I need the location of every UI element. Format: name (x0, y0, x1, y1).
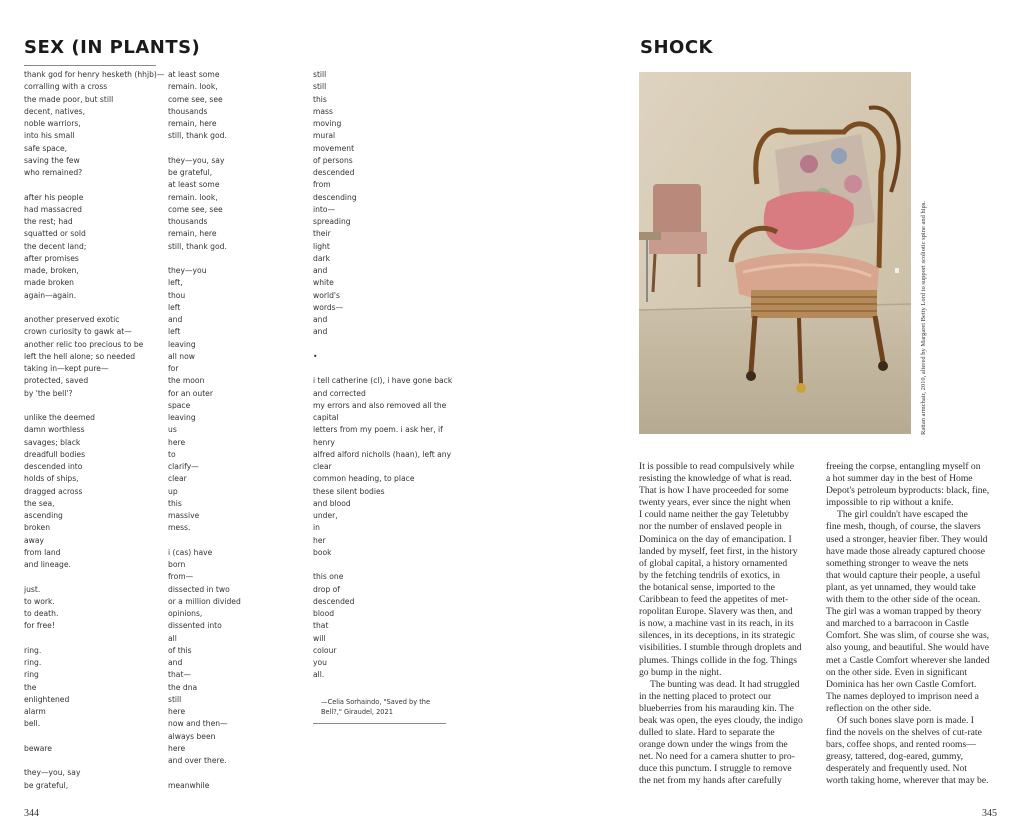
poem-line: dissected in two (168, 584, 230, 594)
poem-line: ring (24, 670, 39, 680)
poem-line: these silent bodies (313, 486, 385, 496)
poem-line: in (313, 523, 320, 533)
poem-line: descended (313, 168, 355, 177)
poem-line: and lineage. (24, 560, 71, 569)
poem-line: left the hell alone; so needed (24, 351, 136, 361)
poem-line: and over there. (168, 756, 227, 765)
poem-line: this one (313, 572, 344, 582)
poem-line (24, 571, 164, 583)
poem-line: my errors and also removed all the (313, 400, 447, 410)
poem-line: that (313, 621, 329, 631)
prose-line: visibilities. I stumble through droplets and (639, 642, 802, 654)
poem-line: beware (24, 743, 52, 753)
poem-line: remain, here (168, 119, 217, 128)
poem-line: clarify— (168, 462, 199, 471)
poem-line: their (313, 229, 331, 239)
poem-line: moving (313, 119, 342, 128)
poem-line: mural (313, 131, 336, 141)
photo-caption: Rattan armchair, 2010, altered by Margaret Betty Lord to support scoliotic spine and hips. (920, 201, 927, 435)
prose-line: dulled to slate. Hard to separate the (639, 727, 775, 739)
prose-line: bars, coffee shops, and rented rooms— (826, 739, 976, 751)
poem-line (313, 559, 452, 571)
prose-line: The girl couldn't have escaped the (837, 509, 968, 521)
prose-line: That is how I have proceeded for some (639, 485, 789, 497)
poem-line: letters from my poem. i ask her, if (313, 425, 443, 435)
poem-line: who remained? (24, 168, 83, 177)
poem-line: remain, here (168, 229, 217, 239)
poem-line: meanwhile (168, 780, 210, 790)
poem-line: leaving (168, 339, 196, 349)
poem-line: remain. look, (168, 192, 218, 202)
prose-line: nor the number of enslaved people in (639, 521, 782, 533)
prose-line: twenty years, ever since the night when (639, 497, 791, 509)
poem-line (24, 731, 164, 743)
poem-line: again—again. (24, 290, 77, 300)
poem-line: dragged across (24, 486, 83, 496)
poem-line: world's (313, 290, 340, 300)
page-number-left: 344 (24, 808, 39, 819)
prose-line: with them to the other side of the ocean. (826, 594, 981, 606)
poem-line: leaving (168, 413, 196, 422)
poem-line: here (168, 743, 186, 753)
poem-line: you (313, 658, 327, 667)
prose-line: find the novels on the shelves of cut-rate (826, 727, 982, 739)
poem-line: come see, see (168, 94, 223, 104)
poem-line: for free! (24, 621, 55, 631)
poem-line: made, broken, (24, 266, 79, 275)
poem-line: ascending (24, 511, 63, 520)
poem-line: and (168, 315, 183, 324)
poem-line: still, thank god. (168, 241, 227, 251)
poem-line: all (168, 633, 177, 643)
prose-line: net. No need for a camera shutter to pro- (639, 751, 795, 763)
poem-column-3 (313, 69, 452, 682)
poem-line: still (313, 70, 327, 79)
poem-line: descended (313, 596, 355, 606)
poem-line: descending (313, 192, 357, 202)
poem-line: here (168, 437, 186, 447)
prose-line: desperately and frequently used. Not (826, 763, 967, 775)
essay-column-2 (826, 461, 990, 788)
poem-line: the made poor, but still (24, 94, 114, 104)
poem-line (24, 633, 164, 645)
prose-line: The names deployed to imprison need a (826, 690, 979, 702)
poem-line: mess. (168, 523, 191, 533)
poem-line: into— (313, 204, 336, 214)
prose-line: on the other side. Even in significant (826, 666, 967, 678)
citation-rule (313, 723, 446, 724)
prose-line: worth taking home, wherever that may be. (826, 775, 989, 787)
poem-line: now and then— (168, 719, 228, 729)
poem-line: this (168, 498, 182, 508)
poem-line: they—you (168, 266, 207, 275)
prose-line: landed by myself, feet first, in the history (639, 545, 798, 557)
title-rule (24, 65, 156, 66)
prose-line: Caribbean to feed the appetites of met- (639, 594, 789, 606)
poem-line: dark (313, 253, 330, 263)
poem-line: still (168, 694, 182, 704)
poem-line: white (313, 278, 334, 288)
prose-line: I could name neither the gay Teletubby (639, 509, 789, 521)
prose-line: met a Castle Comfort wherever she landed (826, 654, 990, 666)
poem-line: still, thank god. (168, 131, 227, 141)
poem-line: colour (313, 645, 337, 655)
poem-line: or a million divided (168, 596, 241, 606)
poem-line: blood (313, 609, 335, 618)
poem-line: enlightened (24, 694, 70, 704)
poem-line (24, 179, 164, 191)
prose-line: The girl was a woman trapped by theory (826, 606, 982, 618)
poem-line: capital (313, 413, 339, 422)
prose-line: the botanical sense, imported to the (639, 581, 775, 593)
poem-line: another preserved exotic (24, 315, 120, 324)
poem-line: for an outer (168, 388, 213, 398)
poem-line: from— (168, 572, 194, 582)
poem-line: be grateful, (24, 780, 69, 790)
prose-line: have made those already captured choose (826, 545, 986, 557)
poem-line (24, 400, 164, 412)
poem-line: for (168, 364, 179, 373)
citation (321, 697, 430, 717)
poem-line: the decent land; (24, 241, 87, 251)
poem-line: at least some (168, 180, 220, 190)
poem-line: from (313, 180, 331, 190)
poem-line: ring. (24, 658, 42, 667)
poem-line: clear (313, 462, 332, 471)
poem-line (313, 339, 452, 351)
poem-line: opinions, (168, 609, 203, 618)
poem-line: come see, see (168, 204, 223, 214)
poem-line: alfred alford nicholls (haan), left any (313, 449, 452, 459)
poem-line: savages; black (24, 437, 81, 447)
poem-line: remain. look, (168, 82, 218, 92)
poem-line: dissented into (168, 621, 222, 631)
prose-line: impossible to rip without a knife. (826, 497, 954, 509)
prose-line: The bunting was dead. It had struggled (650, 678, 800, 690)
poem-line: book (313, 547, 332, 557)
prose-line: a hot summer day in the best of Home (826, 473, 973, 485)
prose-line: is now, a machine vast in its reach, in its (639, 618, 794, 630)
rattan-armchair-photo (639, 72, 911, 434)
poem-line: massive (168, 511, 200, 520)
poem-line (24, 755, 164, 767)
prose-line: of global capital, a history ornamented (639, 557, 788, 569)
prose-line: something stronger to weave the nets (826, 557, 969, 569)
prose-line: the net from my hands after carefully (639, 775, 782, 787)
poem-line: words— (313, 302, 344, 312)
poem-line (168, 253, 241, 265)
poem-line: to work. (24, 596, 55, 606)
poem-line: noble warriors, (24, 119, 81, 128)
prose-line: ropolitan Europe. Slavery was then, and (639, 606, 793, 618)
poem-line: saving the few (24, 155, 80, 165)
poem-line: to death. (24, 609, 59, 618)
poem-line: movement (313, 143, 355, 153)
poem-line: and (168, 658, 183, 667)
poem-line: • (313, 351, 318, 361)
poem-line: left, (168, 278, 183, 288)
poem-line: the (24, 682, 37, 692)
poem-line: common heading, to place (313, 474, 415, 484)
poem-line: the moon (168, 376, 205, 386)
poem-column-1 (24, 69, 164, 792)
poem-line: away (24, 535, 45, 545)
poem-line: left (168, 302, 181, 312)
prose-line: Depot's petroleum byproducts: black, fine, (826, 485, 990, 497)
poem-line: had massacred (24, 204, 82, 214)
prose-line: beak was open, the eyes cloudy, the indigo (639, 714, 803, 726)
prose-line: also young, and beautiful. She would have (826, 642, 990, 654)
poem-line: space (168, 400, 191, 410)
essay-title: SHOCK (640, 37, 713, 58)
poem-line: drop of (313, 584, 340, 594)
poem-line: i (cas) have (168, 547, 213, 557)
prose-line: orange down under the wings from the (639, 739, 788, 751)
prose-line: blueberries from his marauding kin. The (639, 702, 794, 714)
poem-line: up (168, 486, 178, 496)
poem-line: crown curiosity to gawk at— (24, 327, 132, 337)
essay-column-1 (639, 461, 803, 788)
poem-line: of this (168, 645, 192, 655)
poem-line: this (313, 94, 327, 104)
prose-line: resisting the knowledge of what is read. (639, 473, 792, 485)
poem-line: the sea, (24, 498, 55, 508)
poem-line: and corrected (313, 388, 366, 398)
poem-column-2 (168, 69, 241, 792)
poem-line: after promises (24, 253, 79, 263)
poem-line: made broken (24, 278, 74, 288)
poem-line: all now (168, 351, 195, 361)
poem-line: i tell catherine (cl), i have gone back (313, 376, 453, 386)
poem-line: of persons (313, 155, 353, 165)
poem-line: holds of ships, (24, 474, 79, 484)
poem-line: and (313, 315, 328, 324)
prose-line: It is possible to read compulsively while (639, 461, 795, 472)
prose-line: Comfort. She was slim, of course she was, (826, 630, 990, 642)
poem-line: bell. (24, 719, 41, 729)
poem-line (168, 767, 241, 779)
poem-line: corralling with a cross (24, 82, 108, 92)
prose-line: Dominica has her own Castle Comfort. (826, 678, 977, 690)
poem-line: ring. (24, 645, 42, 655)
prose-line: freeing the corpse, entangling myself on (826, 461, 981, 472)
poem-line: after his people (24, 192, 84, 202)
poem-line: all. (313, 670, 325, 680)
poem-line: at least some (168, 70, 220, 79)
poem-line: thank god for henry hesketh (hhjb)— (24, 70, 165, 79)
poem-line: alarm (24, 707, 46, 716)
poem-line: into his small (24, 131, 75, 141)
prose-line: duce this punctum. I struggle to remove (639, 763, 792, 775)
citation-line: Bell?," Giraudel, 2021 (321, 708, 393, 716)
poem-line: her (313, 535, 326, 545)
poem-line: that— (168, 670, 192, 680)
poem-line (168, 143, 241, 155)
poem-line: mass (313, 106, 333, 116)
poem-line: clear (168, 474, 187, 484)
poem-line: will (313, 633, 326, 643)
prose-line: plant, as yet unnamed, they would take (826, 581, 976, 593)
poem-line: to (168, 449, 176, 459)
prose-line: reflection on the other side. (826, 702, 932, 714)
poem-line: thou (168, 290, 186, 300)
poem-line: they—you, say (24, 768, 81, 778)
poem-line: born (168, 560, 186, 569)
poem-line: the dna (168, 682, 198, 692)
poem-line: another relic too precious to be (24, 339, 144, 349)
prose-line: by the fetching tendrils of exotics, in (639, 569, 780, 581)
prose-line: in the netting placed to protect our (639, 690, 772, 702)
prose-line: that would capture their people, a useful (826, 569, 981, 581)
poem-line: squatted or sold (24, 229, 86, 239)
poem-line: descended into (24, 462, 83, 471)
armchair-illustration (639, 72, 911, 434)
prose-line: plumes. Things collide in the fog. Things (639, 654, 797, 666)
poem-line: damn worthless (24, 425, 85, 435)
poem-line: and blood (313, 498, 351, 508)
prose-line: greasy, tattered, dog-eared, gummy, (826, 751, 964, 763)
poem-line (313, 363, 452, 375)
poem-line: and (313, 266, 328, 275)
prose-line: go bump in the night. (639, 666, 722, 678)
poem-line: still (313, 82, 327, 92)
poem-line: by 'the bell'? (24, 388, 73, 398)
poem-line: unlike the deemed (24, 413, 95, 422)
poem-line: the rest; had (24, 217, 73, 226)
poem-line: just. (24, 584, 41, 594)
poem-line: broken (24, 523, 51, 533)
poem-line: decent, natives, (24, 106, 86, 116)
poem-line: left (168, 327, 181, 337)
poem-line: be grateful, (168, 168, 213, 177)
poem-line: dreadfull bodies (24, 449, 86, 459)
prose-line: Of such bones slave porn is made. I (837, 714, 974, 726)
prose-line: silences, in its deceptions, in its strategic (639, 630, 796, 642)
poem-line (168, 535, 241, 547)
poem-line: under, (313, 511, 338, 520)
prose-line: fine mesh, though, of course, the slavers (826, 521, 981, 533)
poem-line: safe space, (24, 143, 68, 153)
poem-line: spreading (313, 217, 351, 226)
poem-line: thousands (168, 106, 208, 116)
poem-line: from land (24, 547, 61, 557)
prose-line: used a stronger, heavier fiber. They would (826, 533, 988, 545)
prose-line: and marched to a barracoon in Castle (826, 618, 969, 630)
citation-line: —Celia Sorhaindo, "Saved by the (321, 698, 431, 706)
poem-line: henry (313, 437, 335, 447)
poem-title: SEX (IN PLANTS) (24, 37, 201, 58)
prose-line: Dominica on the day of emancipation. I (639, 533, 792, 545)
poem-line (24, 302, 164, 314)
poem-line: thousands (168, 217, 208, 226)
poem-line: us (168, 425, 177, 435)
poem-line: here (168, 707, 186, 716)
poem-line: always been (168, 731, 216, 741)
poem-line: protected, saved (24, 376, 89, 386)
page-number-right: 345 (982, 808, 997, 819)
poem-line: and (313, 327, 328, 337)
poem-line: light (313, 241, 330, 251)
poem-line: taking in—kept pure— (24, 364, 109, 373)
poem-line: they—you, say (168, 155, 225, 165)
